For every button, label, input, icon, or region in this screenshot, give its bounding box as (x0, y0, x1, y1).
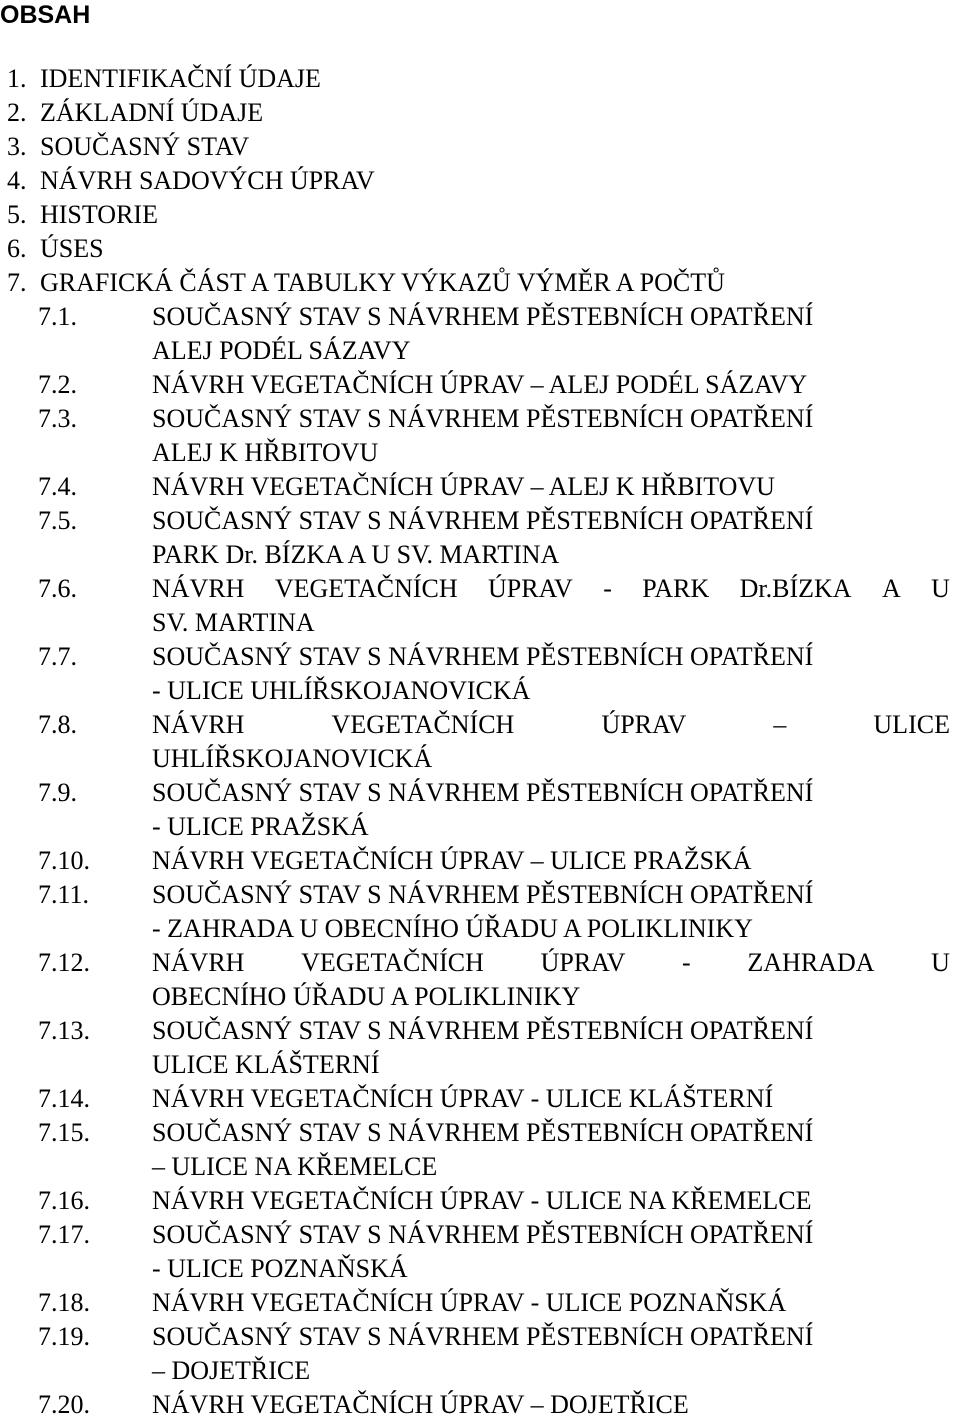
toc-subitem-7-16 (0, 1184, 960, 1218)
toc-item-title: SOUČASNÝ STAV S NÁVRHEM PĚSTEBNÍCH OPATŘENÍ (152, 642, 814, 671)
toc-subitem-7-12 (0, 946, 960, 1014)
toc-subitem-7-4 (0, 470, 960, 504)
toc-item-title-continued: UHLÍŘSKOJANOVICKÁ (152, 744, 433, 773)
toc-item-6 (0, 232, 960, 266)
toc-item-number: 7.10. (38, 846, 90, 875)
toc-title-word: U (931, 948, 950, 977)
toc-item-number: 7.5. (38, 506, 77, 535)
toc-item-title: SOUČASNÝ STAV S NÁVRHEM PĚSTEBNÍCH OPATŘENÍ (152, 1118, 814, 1147)
toc-item-title (152, 572, 950, 606)
toc-title-word: – (773, 710, 787, 739)
toc-item-title: NÁVRH VEGETAČNÍCH ÚPRAV - ULICE NA KŘEMELCE (152, 1186, 812, 1215)
toc-subitem-7-1 (0, 300, 960, 368)
toc-item-number: 7.12. (38, 948, 90, 977)
toc-title-word: PARK (642, 574, 710, 603)
toc-item-title: SOUČASNÝ STAV S NÁVRHEM PĚSTEBNÍCH OPATŘENÍ (152, 778, 814, 807)
toc-title-word: ULICE (873, 710, 950, 739)
toc-item-number: 7.3. (38, 404, 77, 433)
toc-item-number: 7.13. (38, 1016, 90, 1045)
toc-item-title: SOUČASNÝ STAV S NÁVRHEM PĚSTEBNÍCH OPATŘENÍ (152, 302, 814, 331)
toc-title-word: VEGETAČNÍCH (301, 948, 484, 977)
toc-item-title-continued: SV. MARTINA (152, 608, 315, 637)
toc-item-number: 6. (7, 234, 27, 263)
toc-item-number: 2. (7, 98, 27, 127)
toc-item-title: NÁVRH VEGETAČNÍCH ÚPRAV – ALEJ PODÉL SÁZAVY (152, 370, 808, 399)
toc-item-title: SOUČASNÝ STAV S NÁVRHEM PĚSTEBNÍCH OPATŘENÍ (152, 880, 814, 909)
toc-item-number: 7.15. (38, 1118, 90, 1147)
toc-item-number: 7.6. (38, 574, 77, 603)
toc-item-title-continued: ULICE KLÁŠTERNÍ (152, 1050, 380, 1079)
toc-item-title-continued: ALEJ K HŘBITOVU (152, 438, 379, 467)
toc-title-word: U (931, 574, 950, 603)
toc-item-number: 4. (7, 166, 27, 195)
toc-item-title (152, 946, 950, 980)
toc-item-title: SOUČASNÝ STAV S NÁVRHEM PĚSTEBNÍCH OPATŘENÍ (152, 506, 814, 535)
toc-item-number: 7.18. (38, 1288, 90, 1317)
toc-title-word: ÚPRAV (540, 948, 626, 977)
toc-item-title: NÁVRH VEGETAČNÍCH ÚPRAV – ULICE PRAŽSKÁ (152, 846, 752, 875)
toc-title-word: ÚPRAV (601, 710, 687, 739)
toc-item-title-continued: – ULICE NA KŘEMELCE (152, 1152, 438, 1181)
toc-item-number: 7.9. (38, 778, 77, 807)
toc-item-title-continued: - ULICE PRAŽSKÁ (152, 812, 369, 841)
toc-item-title: SOUČASNÝ STAV S NÁVRHEM PĚSTEBNÍCH OPATŘENÍ (152, 1322, 814, 1351)
toc-title-word: VEGETAČNÍCH (274, 574, 458, 603)
toc-subitem-7-10 (0, 844, 960, 878)
toc-item-title-continued: - ZAHRADA U OBECNÍHO ÚŘADU A POLIKLINIKY (152, 914, 753, 943)
toc-item-title: NÁVRH VEGETAČNÍCH ÚPRAV - ULICE POZNAŇSKÁ (152, 1288, 787, 1317)
toc-item-7 (0, 266, 960, 300)
toc-subitem-7-14 (0, 1082, 960, 1116)
page-title: OBSAH (0, 1, 91, 29)
toc-item-title-continued: - ULICE POZNAŇSKÁ (152, 1254, 408, 1283)
toc-item-title: NÁVRH SADOVÝCH ÚPRAV (40, 166, 375, 195)
toc-item-title (152, 708, 950, 742)
toc-subitem-7-5 (0, 504, 960, 572)
toc-item-title: HISTORIE (40, 200, 158, 229)
toc-subitem-7-17 (0, 1218, 960, 1286)
toc-title-word: ZAHRADA (747, 948, 875, 977)
toc-subitem-7-15 (0, 1116, 960, 1184)
toc-item-title: GRAFICKÁ ČÁST A TABULKY VÝKAZŮ VÝMĚR A POČTŮ (40, 268, 725, 297)
toc-subitem-7-2 (0, 368, 960, 402)
toc-title-word: - (682, 948, 691, 977)
toc-item-title: SOUČASNÝ STAV S NÁVRHEM PĚSTEBNÍCH OPATŘENÍ (152, 1016, 814, 1045)
toc-title-word: Dr.BÍZKA (739, 574, 852, 603)
toc-item-number: 7.4. (38, 472, 77, 501)
toc-item-number: 7.7. (38, 642, 77, 671)
toc-item-number: 7.19. (38, 1322, 90, 1351)
toc-item-number: 7.8. (38, 710, 77, 739)
toc-title-word: NÁVRH (152, 710, 245, 739)
toc-subitem-7-13 (0, 1014, 960, 1082)
toc-item-title-continued: – DOJETŘICE (152, 1356, 311, 1385)
toc-item-number: 3. (7, 132, 27, 161)
toc-item-number: 7.17. (38, 1220, 90, 1249)
toc-subitem-7-20 (0, 1388, 960, 1422)
toc-item-number: 7.16. (38, 1186, 90, 1215)
toc-item-title: IDENTIFIKAČNÍ ÚDAJE (40, 64, 321, 93)
toc-item-4 (0, 164, 960, 198)
toc-title-word: NÁVRH (152, 574, 245, 603)
toc-item-title-continued: PARK Dr. BÍZKA A U SV. MARTINA (152, 540, 560, 569)
toc-title-word: ÚPRAV (488, 574, 573, 603)
toc-subitem-7-19 (0, 1320, 960, 1388)
toc-item-title: ZÁKLADNÍ ÚDAJE (40, 98, 264, 127)
toc-item-number: 7.11. (38, 880, 90, 909)
toc-item-number: 7.20. (38, 1390, 90, 1419)
toc-subitem-7-3 (0, 402, 960, 470)
toc-title-word: - (603, 574, 612, 603)
toc-item-title: ÚSES (40, 234, 104, 263)
toc-item-title: NÁVRH VEGETAČNÍCH ÚPRAV – DOJETŘICE (152, 1390, 689, 1419)
toc-item-title-continued: - ULICE UHLÍŘSKOJANOVICKÁ (152, 676, 531, 705)
toc-subitem-7-6 (0, 572, 960, 640)
toc-item-title: SOUČASNÝ STAV S NÁVRHEM PĚSTEBNÍCH OPATŘENÍ (152, 404, 814, 433)
toc-item-title: NÁVRH VEGETAČNÍCH ÚPRAV - ULICE KLÁŠTERNÍ (152, 1084, 774, 1113)
toc-title-word: VEGETAČNÍCH (331, 710, 515, 739)
toc-item-number: 7.1. (38, 302, 77, 331)
toc-item-number: 1. (7, 64, 27, 93)
toc-item-number: 7.2. (38, 370, 77, 399)
toc-subitem-7-9 (0, 776, 960, 844)
toc-item-title: SOUČASNÝ STAV (40, 132, 250, 161)
toc-item-2 (0, 96, 960, 130)
toc-item-title: NÁVRH VEGETAČNÍCH ÚPRAV – ALEJ K HŘBITOVU (152, 472, 775, 501)
toc-item-title: SOUČASNÝ STAV S NÁVRHEM PĚSTEBNÍCH OPATŘENÍ (152, 1220, 814, 1249)
toc-item-number: 7.14. (38, 1084, 90, 1113)
toc-subitem-7-11 (0, 878, 960, 946)
toc-subitem-7-7 (0, 640, 960, 708)
toc-title-word: NÁVRH (152, 948, 245, 977)
toc-title-word: A (881, 574, 901, 603)
table-of-contents (0, 62, 960, 1422)
toc-item-3 (0, 130, 960, 164)
toc-item-title-continued: OBECNÍHO ÚŘADU A POLIKLINIKY (152, 982, 581, 1011)
toc-item-1 (0, 62, 960, 96)
toc-item-5 (0, 198, 960, 232)
toc-item-number: 5. (7, 200, 27, 229)
toc-item-title-continued: ALEJ PODÉL SÁZAVY (152, 336, 411, 365)
toc-subitem-7-18 (0, 1286, 960, 1320)
toc-item-number: 7. (7, 268, 27, 297)
toc-subitem-7-8 (0, 708, 960, 776)
